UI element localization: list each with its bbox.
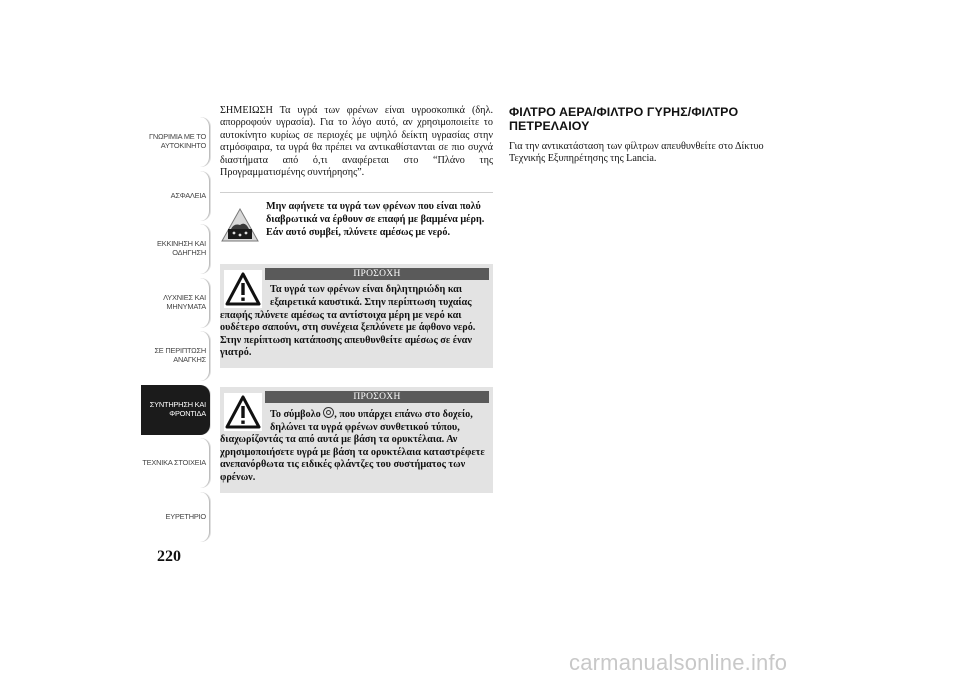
right-column xyxy=(509,105,769,166)
warning-header: ΠΡΟΣΟΧΗ xyxy=(265,268,489,280)
warning-text-part: Το σύμβολο xyxy=(270,409,321,420)
tab-label: ΓΝΩΡΙΜΙΑ ΜΕ ΤΟ ΑΥΤΟΚΙΝΗΤΟ xyxy=(148,132,206,150)
left-column xyxy=(220,105,493,493)
divider xyxy=(220,192,493,193)
section-heading: ΦΙΛΤΡΟ ΑΕΡΑ/ΦΙΛΤΡΟ ΓΥΡΗΣ/ΦΙΛΤΡΟ ΠΕΤΡΕΛΑΙΟΥ xyxy=(509,105,739,133)
tab-warning-lights[interactable] xyxy=(141,278,210,328)
section-body: Για την αντικατάσταση των φίλτρων απευθυνθείτε στο Δίκτυο Τεχνικής Εξυπηρέτησης της Lancia. xyxy=(509,141,764,165)
tab-label: ΤΕΧΝΙΚΑ ΣΤΟΙΧΕΙΑ xyxy=(142,458,206,467)
tab-technical-data[interactable] xyxy=(141,438,210,488)
warning-triangle-icon xyxy=(224,393,262,431)
tab-safety[interactable] xyxy=(141,171,210,221)
tab-emergency[interactable] xyxy=(141,331,210,381)
tab-maintenance[interactable] xyxy=(141,385,210,435)
watermark: carmanualsonline.info xyxy=(569,650,788,675)
tab-label: ΕΥΡΕΤΗΡΙΟ xyxy=(165,511,206,521)
tab-label: ΑΣΦΑΛΕΙΑ xyxy=(170,190,206,200)
warning-box-2 xyxy=(220,387,493,493)
environment-note xyxy=(220,201,493,245)
warning-text-part: , που υπάρχει επάνω στο δοχείο, δηλώνει τα υγρά φρένων συνθετικού τύπου, διαχωρίζοντάς τα από αυτά με βάση τα ορυκτέλαια. Αν χρησιμοποιήσετε υγρά με βάση τα ορυκτέλαια καταστρέφετε ανεπανόρθωτα τις ειδικές φλάντζες του συστήματος των φρένων. xyxy=(220,409,485,483)
warning-box-1 xyxy=(220,264,493,368)
warning-header: ΠΡΟΣΟΧΗ xyxy=(265,391,489,403)
synthetic-fluid-symbol-icon xyxy=(323,407,334,418)
note-paragraph: ΣΗΜΕΙΩΣΗ Τα υγρά των φρένων είναι υγροσκοπικά (δηλ. απορροφούν υγρασία). Για το λόγο αυτό, αν χρησιμοποιείτε το αυτοκίνητο κυρίως σε περιοχές με υψηλό δείκτη υγρασίας στην ατμόσφαιρα, τα υγρά θα πρέπει να αντικαθίστανται σε πιο συχνά διαστήματα από ό,τι αναφέρεται στο “Πλάνο της Προγραμματισμένης συντήρησης”. xyxy=(220,105,493,179)
tab-label: ΕΚΚΙΝΗΣΗ ΚΑΙ ΟΔΗΓΗΣΗ xyxy=(157,239,206,257)
environment-icon xyxy=(220,207,260,243)
tab-label: ΣΕ ΠΕΡΙΠΤΩΣΗ ΑΝΑΓΚΗΣ xyxy=(154,346,206,364)
tab-label: ΣΥΝΤΗΡΗΣΗ ΚΑΙ ΦΡΟΝΤΙΔΑ xyxy=(149,399,206,418)
environment-note-text: Μην αφήνετε τα υγρά των φρένων που είναι πολύ διαβρωτικά να έρθουν σε επαφή με βαμμένα μέρη. Εάν αυτό συμβεί, πλύνετε αμέσως με νερό. xyxy=(266,201,485,238)
page-number: 220 xyxy=(157,548,181,565)
tab-starting-driving[interactable] xyxy=(141,224,210,274)
tab-label: ΛΥΧΝΙΕΣ ΚΑΙ ΜΗΝΥΜΑΤΑ xyxy=(163,292,206,311)
warning-triangle-icon xyxy=(224,270,262,308)
warning-text: Τα υγρά των φρένων είναι δηλητηριώδη και εξαιρετικά καυστικά. Στην περίπτωση τυχαίας επαφής πλύνετε αμέσως τα αντίστοιχα μέρη με νερό και ουδέτερο σαπούνι, στη συνέχεια ξεπλύνετε με άφθονο νερό. Στην περίπτωση κατάποσης απευθυνθείτε αμέσως σε έναν γιατρό. xyxy=(220,284,476,359)
tab-getting-to-know[interactable] xyxy=(141,117,210,167)
tab-index[interactable] xyxy=(141,492,210,542)
chapter-sidebar xyxy=(141,117,210,545)
